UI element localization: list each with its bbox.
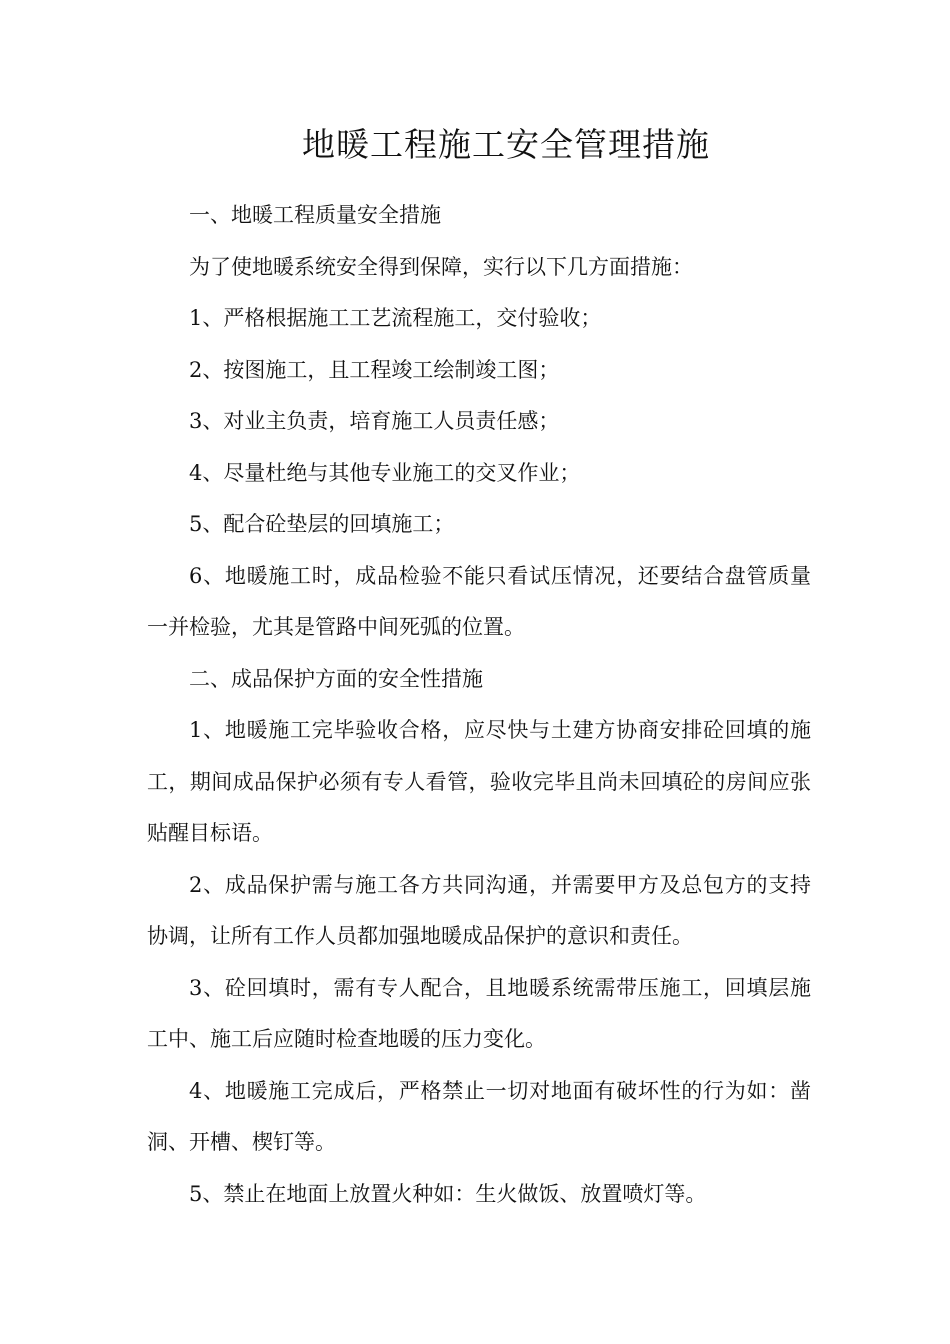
list-item: 5、配合砼垫层的回填施工； — [189, 512, 455, 536]
intro-paragraph: 为了使地暖系统安全得到保障，实行以下几方面措施： — [189, 254, 693, 279]
document-title: 地暖工程施工安全管理措施 — [302, 125, 710, 164]
list-item: 5、禁止在地面上放置火种如：生火做饭、放置喷灯等。 — [189, 1181, 707, 1206]
document-body — [147, 190, 811, 1220]
list-item: 2、成品保护需与施工各方共同沟通，并需要甲方及总包方的支持协调，让所有工作人员都加强地暖成品保护的意识和责任。 — [147, 872, 811, 948]
list-item: 4、尽量杜绝与其他专业施工的交叉作业； — [189, 460, 581, 485]
section-heading-2: 二、成品保护方面的安全性措施 — [189, 666, 483, 691]
list-item: 2、按图施工，且工程竣工绘制竣工图； — [189, 357, 560, 382]
section-heading-1: 一、地暖工程质量安全措施 — [189, 203, 441, 227]
list-item: 6、地暖施工时，成品检验不能只看试压情况，还要结合盘管质量一并检验，尤其是管路中间死弧的位置。 — [147, 563, 811, 639]
list-item: 1、严格根据施工工艺流程施工，交付验收； — [189, 306, 602, 330]
list-item: 3、对业主负责，培育施工人员责任感； — [189, 409, 560, 433]
list-item: 3、砼回填时，需有专人配合，且地暖系统需带压施工，回填层施工中、施工后应随时检查地暖的压力变化。 — [147, 975, 811, 1051]
list-item: 4、地暖施工完成后，严格禁止一切对地面有破坏性的行为如：凿洞、开槽、楔钉等。 — [147, 1078, 811, 1154]
list-item: 1、地暖施工完毕验收合格，应尽快与土建方协商安排砼回填的施工，期间成品保护必须有专人看管，验收完毕且尚未回填砼的房间应张贴醒目标语。 — [147, 718, 811, 845]
